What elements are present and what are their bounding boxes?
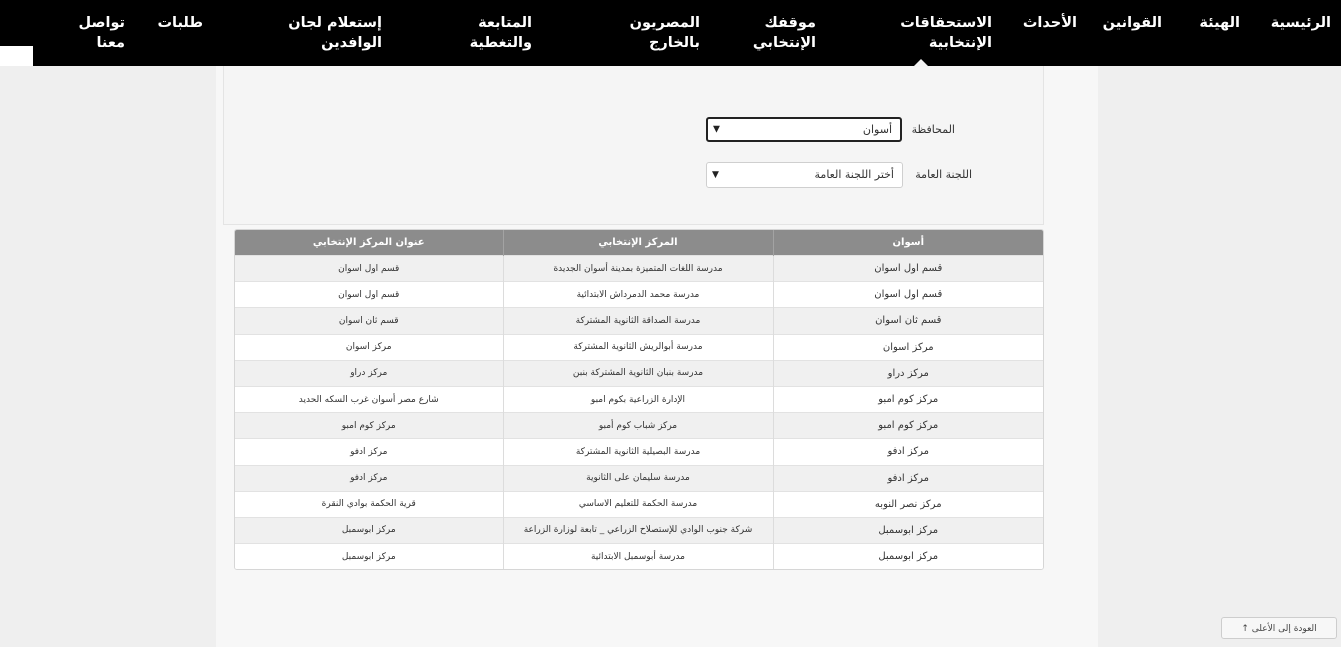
nav-laws[interactable]: القوانين — [1102, 15, 1162, 31]
cell-address: قرية الحكمة بوادي النقرة — [235, 491, 503, 517]
cell-address: مركز ابوسمبل — [235, 544, 503, 570]
cell-district: مركز ابوسمبل — [773, 544, 1043, 570]
cell-district: مركز كوم امبو — [773, 413, 1043, 439]
nav-contact[interactable]: تواصل معنا — [78, 15, 125, 51]
nav-events[interactable]: الأحداث — [1022, 15, 1077, 31]
cell-center: مدرسة بنبان الثانوية المشتركة بنبن — [503, 360, 773, 386]
cell-district: مركز ادفو — [773, 439, 1043, 465]
page-background-right — [1097, 66, 1341, 647]
cell-center: مدرسة اللغات المتميزة بمدينة أسوان الجديدة — [503, 256, 773, 282]
cell-center: مدرسة البصيلية الثانوية المشتركة — [503, 439, 773, 465]
chevron-down-icon: ▼ — [713, 124, 720, 134]
committee-label: اللجنة العامة — [915, 168, 972, 181]
governorate-select[interactable] — [706, 117, 902, 142]
column-header-center: المركز الإنتخابي — [503, 230, 773, 256]
cell-address: شارع مصر أسوان غرب السكه الحديد — [235, 386, 503, 412]
cell-center: مركز شباب كوم أمبو — [503, 413, 773, 439]
table-row — [235, 491, 1043, 517]
nav-home[interactable]: الرئيسية — [1270, 15, 1331, 31]
nav-your-status[interactable]: موقفك الإنتخابي — [752, 15, 816, 51]
chevron-down-icon: ▼ — [712, 170, 719, 180]
table-row — [235, 413, 1043, 439]
polling-centers-table — [234, 229, 1044, 570]
committee-selected-value: أختر اللجنة العامة — [814, 168, 894, 181]
nav-monitoring[interactable]: المتابعة والتغطية — [469, 15, 532, 51]
table-row — [235, 465, 1043, 491]
cell-district: مركز نصر النوبه — [773, 491, 1043, 517]
cell-address: مركز اسوان — [235, 334, 503, 360]
main-navbar — [0, 0, 1341, 66]
committee-select[interactable] — [706, 162, 903, 188]
cell-district: مركز ابوسمبل — [773, 517, 1043, 543]
table-row — [235, 517, 1043, 543]
cell-address: مركز دراو — [235, 360, 503, 386]
nav-expatriates-inquiry[interactable]: إستعلام لجان الوافدين — [288, 15, 382, 51]
table-row — [235, 360, 1043, 386]
table-row — [235, 544, 1043, 570]
cell-center: مدرسة الصداقة الثانوية المشتركة — [503, 308, 773, 334]
nav-elections[interactable]: الاستحقاقات الإنتخابية — [900, 15, 992, 51]
table-row — [235, 256, 1043, 282]
cell-center: الإدارة الزراعية بكوم امبو — [503, 386, 773, 412]
cell-address: مركز ادفو — [235, 439, 503, 465]
cell-district: قسم اول اسوان — [773, 256, 1043, 282]
nav-requests[interactable]: طلبات — [157, 15, 203, 31]
cell-center: مدرسة سليمان على الثانوية — [503, 465, 773, 491]
cell-center: مدرسة أبوسمبل الابتدائية — [503, 544, 773, 570]
cell-center: مدرسة أبوالريش الثانوية المشتركة — [503, 334, 773, 360]
cell-address: مركز ابوسمبل — [235, 517, 503, 543]
main-content — [216, 66, 1098, 647]
cell-district: مركز اسوان — [773, 334, 1043, 360]
column-header-address: عنوان المركز الإنتخابي — [235, 230, 503, 256]
cell-district: قسم اول اسوان — [773, 282, 1043, 308]
nav-egyptians-abroad[interactable]: المصريون بالخارج — [629, 15, 700, 51]
governorate-label: المحافظة — [911, 123, 955, 136]
table-row — [235, 334, 1043, 360]
table-header-row — [235, 230, 1043, 256]
side-tab — [0, 46, 33, 66]
nav-authority[interactable]: الهيئة — [1199, 15, 1240, 31]
cell-district: قسم ثان اسوان — [773, 308, 1043, 334]
governorate-selected-value: أسوان — [862, 123, 892, 136]
cell-address: قسم اول اسوان — [235, 256, 503, 282]
column-header-district: أسوان — [773, 230, 1043, 256]
cell-address: مركز ادفو — [235, 465, 503, 491]
cell-address: قسم ثان اسوان — [235, 308, 503, 334]
cell-center: مدرسة محمد الدمرداش الابتدائية — [503, 282, 773, 308]
cell-center: شركة جنوب الوادي للإستصلاح الزراعي _ تابعة لوزارة الزراعة — [503, 517, 773, 543]
cell-district: مركز دراو — [773, 360, 1043, 386]
search-form — [223, 66, 1044, 225]
table-row — [235, 439, 1043, 465]
cell-center: مدرسة الحكمة للتعليم الاساسي — [503, 491, 773, 517]
back-to-top-button[interactable]: العودة إلى الأعلى ↑ — [1221, 617, 1337, 639]
cell-address: مركز كوم امبو — [235, 413, 503, 439]
table-row — [235, 386, 1043, 412]
cell-address: قسم اول اسوان — [235, 282, 503, 308]
table-row — [235, 282, 1043, 308]
active-nav-pointer — [913, 59, 929, 67]
table-row — [235, 308, 1043, 334]
cell-district: مركز كوم امبو — [773, 386, 1043, 412]
page-background-left — [0, 66, 216, 647]
cell-district: مركز ادفو — [773, 465, 1043, 491]
